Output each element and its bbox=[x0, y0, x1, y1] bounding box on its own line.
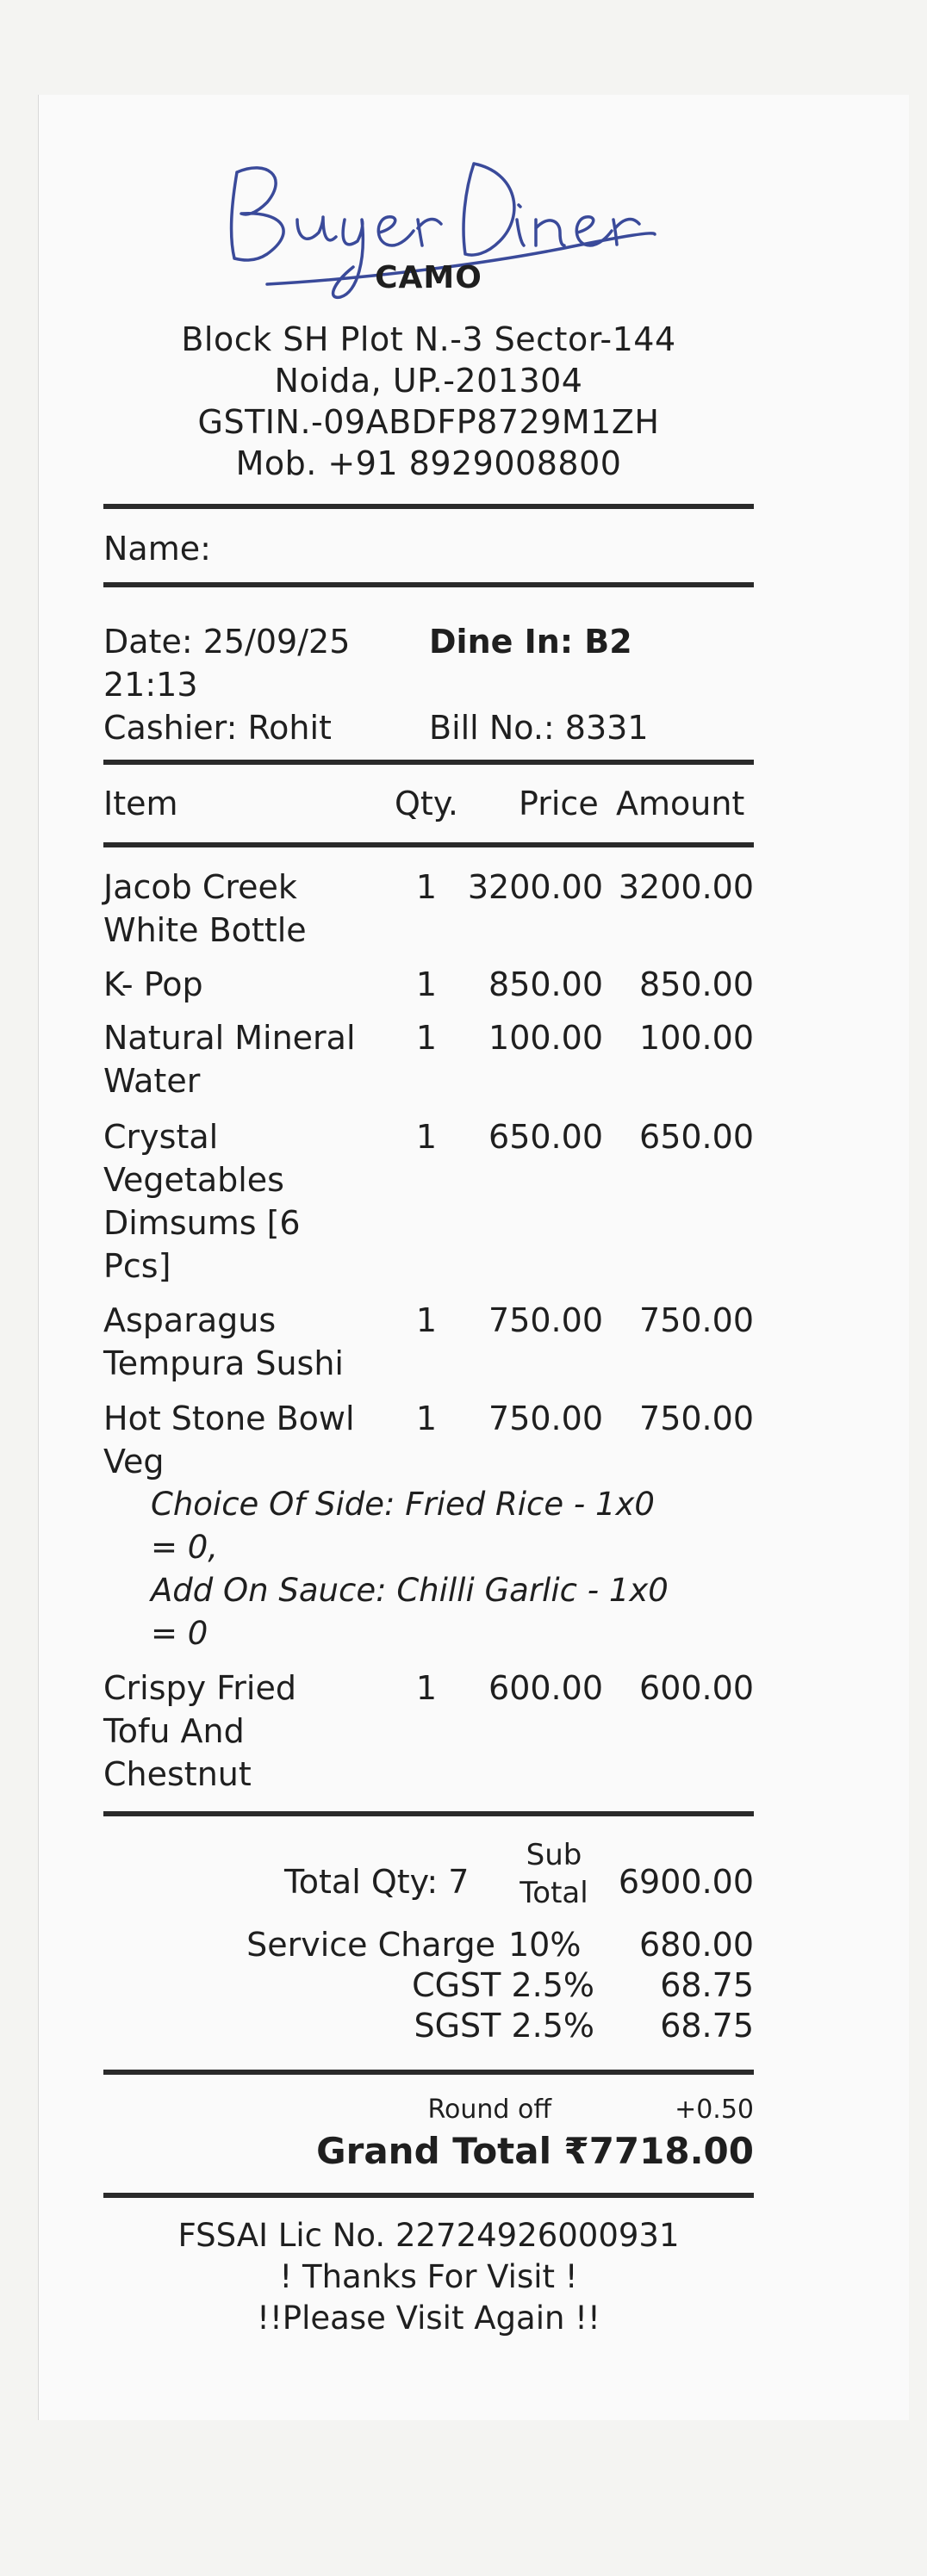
gstin: GSTIN.-09ABDFP8729M1ZH bbox=[197, 403, 660, 441]
sub-total-value: 6900.00 bbox=[618, 1863, 754, 1901]
item-qty: 1 bbox=[415, 1669, 438, 1707]
item-name: White Bottle bbox=[103, 911, 307, 949]
col-amount: Amount bbox=[616, 785, 745, 822]
bill-time: 21:13 bbox=[103, 666, 198, 704]
item-price: 3200.00 bbox=[467, 868, 603, 906]
mobile-number: Mob. +91 8929008800 bbox=[235, 444, 622, 482]
item-price: 100.00 bbox=[488, 1019, 603, 1057]
item-name: Vegetables bbox=[103, 1161, 284, 1199]
item-name: Chestnut bbox=[103, 1755, 252, 1793]
item-price: 750.00 bbox=[488, 1301, 603, 1339]
col-qty: Qty. bbox=[395, 785, 458, 822]
item-name: Asparagus bbox=[103, 1301, 277, 1339]
divider bbox=[103, 760, 754, 765]
sub-total-label-bottom: Total bbox=[519, 1876, 588, 1910]
divider bbox=[103, 504, 754, 509]
item-price: 600.00 bbox=[488, 1669, 603, 1707]
col-price: Price bbox=[519, 785, 599, 822]
item-qty: 1 bbox=[415, 1118, 438, 1156]
cgst-amount: 68.75 bbox=[660, 1966, 754, 2004]
item-qty: 1 bbox=[415, 1301, 438, 1339]
item-amount: 750.00 bbox=[639, 1301, 754, 1339]
item-name: Veg bbox=[103, 1443, 165, 1480]
item-name: Tempura Sushi bbox=[103, 1344, 344, 1382]
sgst-label: SGST 2.5% bbox=[414, 2007, 594, 2045]
item-qty: 1 bbox=[415, 868, 438, 906]
item-name: Dimsums [6 bbox=[103, 1204, 301, 1242]
grand-total-label: Grand Total bbox=[316, 2130, 551, 2172]
cgst-label: CGST 2.5% bbox=[412, 1966, 594, 2004]
item-amount: 650.00 bbox=[639, 1118, 754, 1156]
item-qty: 1 bbox=[415, 965, 438, 1003]
item-name: Hot Stone Bowl bbox=[103, 1400, 355, 1437]
item-amount: 600.00 bbox=[639, 1669, 754, 1707]
item-name: Crispy Fried bbox=[103, 1669, 296, 1707]
grand-total-value: ₹7718.00 bbox=[563, 2130, 754, 2172]
item-price: 750.00 bbox=[488, 1400, 603, 1437]
sgst-amount: 68.75 bbox=[660, 2007, 754, 2045]
divider bbox=[103, 582, 754, 587]
item-qty: 1 bbox=[415, 1400, 438, 1437]
address-line-1: Block SH Plot N.-3 Sector-144 bbox=[181, 320, 676, 358]
item-name: Natural Mineral bbox=[103, 1019, 356, 1057]
item-amount: 850.00 bbox=[639, 965, 754, 1003]
service-charge-label: Service Charge bbox=[246, 1926, 495, 1964]
divider bbox=[103, 2193, 754, 2198]
item-amount: 100.00 bbox=[639, 1019, 754, 1057]
visit-again-message: !!Please Visit Again !! bbox=[257, 2300, 600, 2337]
item-modifier: = 0, bbox=[151, 1529, 219, 1566]
round-off-value: +0.50 bbox=[675, 2095, 754, 2125]
fssai-license: FSSAI Lic No. 22724926000931 bbox=[177, 2217, 680, 2254]
service-charge-rate: 10% bbox=[508, 1926, 582, 1964]
restaurant-name: CAMO bbox=[375, 260, 482, 295]
item-qty: 1 bbox=[415, 1019, 438, 1057]
item-name: Crystal bbox=[103, 1118, 219, 1156]
cashier: Cashier: Rohit bbox=[103, 709, 332, 747]
col-item: Item bbox=[103, 785, 178, 822]
item-modifier: = 0 bbox=[151, 1615, 208, 1652]
item-name: Water bbox=[103, 1062, 201, 1100]
item-name: Pcs] bbox=[103, 1247, 171, 1285]
item-modifier: Add On Sauce: Chilli Garlic - 1x0 bbox=[151, 1572, 669, 1609]
item-name: Jacob Creek bbox=[103, 868, 297, 906]
item-amount: 3200.00 bbox=[618, 868, 754, 906]
address-line-2: Noida, UP.-201304 bbox=[274, 362, 583, 400]
service-charge-amount: 680.00 bbox=[639, 1926, 754, 1964]
divider bbox=[103, 2070, 754, 2075]
item-price: 850.00 bbox=[488, 965, 603, 1003]
round-off-label: Round off bbox=[427, 2095, 551, 2125]
sub-total-label-top: Sub bbox=[526, 1838, 582, 1872]
dine-in-table: Dine In: B2 bbox=[429, 623, 632, 661]
divider bbox=[103, 842, 754, 847]
bill-date: Date: 25/09/25 bbox=[103, 623, 351, 661]
item-amount: 750.00 bbox=[639, 1400, 754, 1437]
bill-number: Bill No.: 8331 bbox=[429, 709, 649, 747]
customer-name-label: Name: bbox=[103, 530, 211, 568]
item-price: 650.00 bbox=[488, 1118, 603, 1156]
item-modifier: Choice Of Side: Fried Rice - 1x0 bbox=[151, 1486, 655, 1523]
item-name: K- Pop bbox=[103, 965, 203, 1003]
thanks-message: ! Thanks For Visit ! bbox=[279, 2258, 578, 2295]
total-qty: Total Qty: 7 bbox=[284, 1863, 470, 1901]
divider bbox=[103, 1811, 754, 1816]
item-name: Tofu And bbox=[103, 1712, 245, 1750]
